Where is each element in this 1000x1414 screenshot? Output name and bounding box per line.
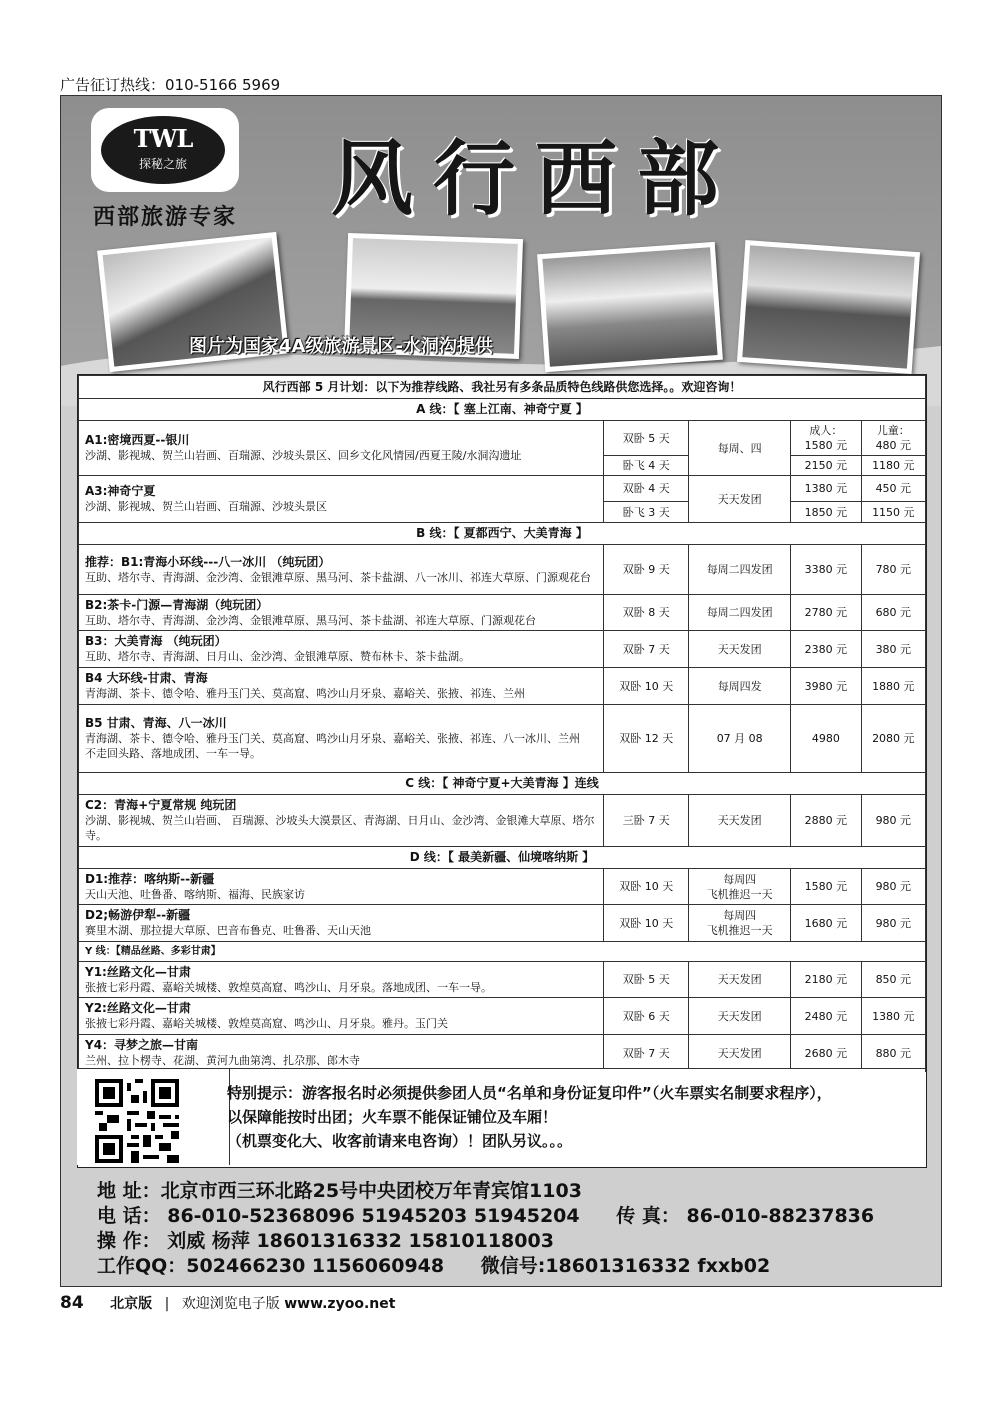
route-duration: 双卧 12 天: [604, 705, 689, 773]
headline: 风行西部: [331, 131, 740, 227]
section-a-header: A 线：【 塞上江南、神奇宁夏 】: [79, 399, 926, 421]
route-name: B5 甘肃、青海、八一冰川: [85, 716, 227, 730]
route-departure: 每周二四发团: [689, 595, 791, 631]
notice-line: 特别提示：游客报名时必须提供参团人员“名单和身份证复印件”（火车票实名制要求程序），: [227, 1084, 832, 1102]
route-child-price: 980 元: [861, 905, 925, 942]
route-name: D2;畅游伊犁--新疆: [85, 908, 191, 922]
notice-line: 以保障能按时出团；火车票不能保证铺位及车厢！: [227, 1108, 558, 1126]
contact-fax: 传 真： 86-010-88237836: [616, 1205, 875, 1227]
route-y2: [79, 998, 604, 1035]
route-child-price: 2080 元: [861, 705, 925, 773]
route-departure: 每周四 飞机推迟一天: [689, 905, 791, 942]
section-c-header: C 线：【 神奇宁夏+大美青海 】连线: [79, 773, 926, 795]
notice-text: [227, 1081, 917, 1153]
route-duration: 双卧 7 天: [604, 1035, 689, 1072]
route-d1: [79, 869, 604, 905]
logo-mark: TWL: [133, 124, 193, 153]
route-child-price: 1150 元: [861, 502, 925, 523]
footer-invite: 欢迎浏览电子版: [181, 1296, 280, 1312]
route-name: Y4：寻梦之旅—甘南: [85, 1038, 199, 1052]
route-child-price: 780 元: [861, 545, 925, 595]
route-name: D1:推荐：喀纳斯--新疆: [85, 871, 215, 886]
route-departure: 每周四发: [689, 668, 791, 705]
route-duration: 双卧 10 天: [604, 869, 689, 905]
route-duration: 双卧 10 天: [604, 668, 689, 705]
page-number: 84: [60, 1293, 84, 1313]
route-duration: 卧飞 4 天: [604, 456, 689, 476]
route-duration: 双卧 5 天: [604, 962, 689, 998]
footer-separator: |: [164, 1296, 170, 1312]
contact-info: [97, 1179, 874, 1279]
route-duration: 双卧 9 天: [604, 545, 689, 595]
contact-wechat: 微信号:18601316332 fxxb02: [480, 1255, 771, 1277]
route-b4: [79, 668, 604, 705]
route-desc: 赛里木湖、那拉提大草原、巴音布鲁克、吐鲁番、天山天池: [85, 924, 371, 937]
qr-code: [95, 1079, 179, 1163]
route-adult-price: 1380 元: [791, 476, 862, 502]
route-name: C2：青海+宁夏常规 纯玩团: [85, 798, 237, 812]
route-plan-panel: [77, 374, 927, 1168]
route-adult-price: 4980: [791, 705, 862, 773]
route-child-price: 450 元: [861, 476, 925, 502]
edition-label: 北京版: [110, 1296, 153, 1312]
route-adult-price: 1850 元: [791, 502, 862, 523]
contact-operator: 操 作： 刘威 杨萍 18601316332 15810118003: [97, 1230, 554, 1252]
route-child-price: 880 元: [861, 1035, 925, 1072]
route-a1: [79, 421, 604, 476]
route-adult-price: 2180 元: [791, 962, 862, 998]
route-c2: [79, 795, 604, 847]
route-departure: 天天发团: [689, 1035, 791, 1072]
contact-phone-row: [97, 1204, 874, 1229]
route-child-price: 980 元: [861, 869, 925, 905]
route-child-price: 1880 元: [861, 668, 925, 705]
route-adult-price: 成人： 1580 元: [791, 421, 862, 456]
route-adult-price: 2480 元: [791, 998, 862, 1035]
route-desc: 互助、塔尔寺、青海湖、金沙湾、金银滩草原、黑马河、茶卡盐湖、八一冰川、祁连大草原、门源观花台: [85, 570, 591, 584]
route-child-price: 1180 元: [861, 456, 925, 476]
route-name: B4 大环线-甘肃、青海: [85, 671, 208, 685]
route-desc: 天山天池、吐鲁番、喀纳斯、福海、民族家访: [85, 887, 305, 901]
route-name: B3：大美青海 （纯玩团）: [85, 634, 227, 648]
route-departure: 每周二四发团: [689, 545, 791, 595]
route-desc: 青海湖、茶卡、德令哈、雅丹玉门关、莫高窟、鸣沙山月牙泉、嘉峪关、张掖、祁连、八一冰川、兰州: [85, 732, 580, 745]
photo-lake: [737, 240, 920, 374]
route-adult-price: 2880 元: [791, 795, 862, 847]
section-y-header: Y 线：【精品丝路、多彩甘肃】: [79, 942, 926, 962]
route-departure: 07 月 08: [689, 705, 791, 773]
route-adult-price: 1680 元: [791, 905, 862, 942]
route-desc: 沙湖、影视城、贺兰山岩画、百瑞源、沙坡头景区: [85, 500, 327, 513]
route-desc: 沙湖、影视城、贺兰山岩画、百瑞源、沙坡头景区、回乡文化风情园/西夏王陵/水洞沟遗址: [85, 449, 522, 462]
website-link[interactable]: www.zyoo.net: [284, 1296, 396, 1312]
route-departure: 天天发团: [689, 998, 791, 1035]
route-duration: 卧飞 3 天: [604, 502, 689, 523]
route-desc: 张掖七彩丹霞、嘉峪关城楼、敦煌莫高窟、鸣沙山、月牙泉。雅丹。玉门关: [85, 1017, 448, 1030]
route-b2: [79, 595, 604, 631]
plan-intro: 风行西部 5 月计划：以下为推荐线路、我社另有多条品质特色线路供您选择。。欢迎咨询！: [79, 376, 926, 399]
route-departure: 天天发团: [689, 631, 791, 668]
route-child-price: 680 元: [861, 595, 925, 631]
route-child-price: 1380 元: [861, 998, 925, 1035]
brand-slogan: 西部旅游专家: [93, 204, 238, 230]
route-child-price: 980 元: [861, 795, 925, 847]
route-child-price: 380 元: [861, 631, 925, 668]
route-a3: [79, 476, 604, 523]
route-departure: 天天发团: [689, 962, 791, 998]
route-b3: [79, 631, 604, 668]
route-duration: 双卧 7 天: [604, 631, 689, 668]
route-b1: [79, 545, 604, 595]
route-desc: 沙湖、影视城、贺兰山岩画、 百瑞源、沙坡头大漠景区、青海湖、日月山、金沙湾、金银滩大草原、塔尔寺。: [85, 814, 595, 842]
route-table: [78, 375, 926, 1072]
route-adult-price: 2680 元: [791, 1035, 862, 1072]
contact-address: 地 址：北京市西三环北路25号中央团校万年青宾馆1103: [97, 1180, 582, 1202]
route-desc: 青海湖、茶卡、德令哈、雅丹玉门关、莫高窟、鸣沙山月牙泉、嘉峪关、张掖、祁连、兰州: [85, 687, 525, 700]
route-name: A1:密境西夏--银川: [85, 433, 190, 447]
logo-subtitle: 探秘之旅: [138, 157, 187, 171]
route-b5: [79, 705, 604, 773]
route-name: 推荐：B1:青海小环线---八一冰川 （纯玩团）: [85, 554, 331, 569]
route-note: 不走回头路、落地成团、一车一导。: [85, 747, 261, 760]
route-departure: 天天发团: [689, 476, 791, 523]
route-name: A3:神奇宁夏: [85, 484, 156, 498]
notice-line: （机票变化大、收客前请来电咨询）！团队另议。。。: [227, 1132, 573, 1150]
special-notice: [77, 1068, 925, 1165]
company-logo: [91, 108, 239, 192]
route-child-price: 850 元: [861, 962, 925, 998]
contact-phone: 电 话： 86-010-52368096 51945203 51945204: [97, 1205, 580, 1227]
route-adult-price: 2380 元: [791, 631, 862, 668]
section-b-header: B 线：【 夏都西宁、大美青海 】: [79, 523, 926, 545]
route-departure: 每周、四: [689, 421, 791, 476]
page-footer: [60, 1293, 395, 1313]
route-departure: 天天发团: [689, 795, 791, 847]
route-duration: 双卧 5 天: [604, 421, 689, 456]
section-d-header: D 线：【 最美新疆、仙境喀纳斯 】: [79, 847, 926, 869]
ad-hotline: 广告征订热线：010-5166 5969: [60, 76, 281, 94]
route-duration: 双卧 6 天: [604, 998, 689, 1035]
route-d2: [79, 905, 604, 942]
route-adult-price: 1580 元: [791, 869, 862, 905]
route-adult-price: 2150 元: [791, 456, 862, 476]
route-duration: 双卧 4 天: [604, 476, 689, 502]
route-duration: 双卧 10 天: [604, 905, 689, 942]
photo-canyon: [537, 242, 723, 372]
route-desc: 张掖七彩丹霞、嘉峪关城楼、敦煌莫高窟、鸣沙山、月牙泉。落地成团、一车一导。: [85, 980, 492, 994]
route-name: Y1:丝路文化—甘肃: [85, 964, 191, 979]
route-y4: [79, 1035, 604, 1072]
contact-qq-row: [97, 1254, 874, 1279]
route-adult-price: 3980 元: [791, 668, 862, 705]
route-name: Y2:丝路文化—甘肃: [85, 1001, 191, 1015]
route-desc: 兰州、拉卜楞寺、花湖、黄河九曲第湾、扎尕那、郎木寺: [85, 1054, 360, 1067]
route-departure: 每周四 飞机推迟一天: [689, 869, 791, 905]
contact-qq: 工作QQ：502466230 1156060948: [97, 1255, 445, 1277]
route-y1: [79, 962, 604, 998]
photo-caption: 图片为国家4A级旅游景区-水洞沟提供: [189, 336, 493, 357]
route-desc: 互助、塔尔寺、青海湖、金沙湾、金银滩草原、黑马河、茶卡盐湖、祁连大草原、门源观花台: [85, 613, 536, 627]
route-adult-price: 3380 元: [791, 545, 862, 595]
route-name: B2:茶卡-门源—青海湖（纯玩团）: [85, 597, 269, 612]
route-adult-price: 2780 元: [791, 595, 862, 631]
route-child-price: 儿童： 480 元: [861, 421, 925, 456]
route-duration: 双卧 8 天: [604, 595, 689, 631]
route-duration: 三卧 7 天: [604, 795, 689, 847]
route-desc: 互助、塔尔寺、青海湖、日月山、金沙湾、金银滩草原、赞布林卡、茶卡盐湖。: [85, 650, 470, 663]
advertisement: [60, 95, 942, 1287]
